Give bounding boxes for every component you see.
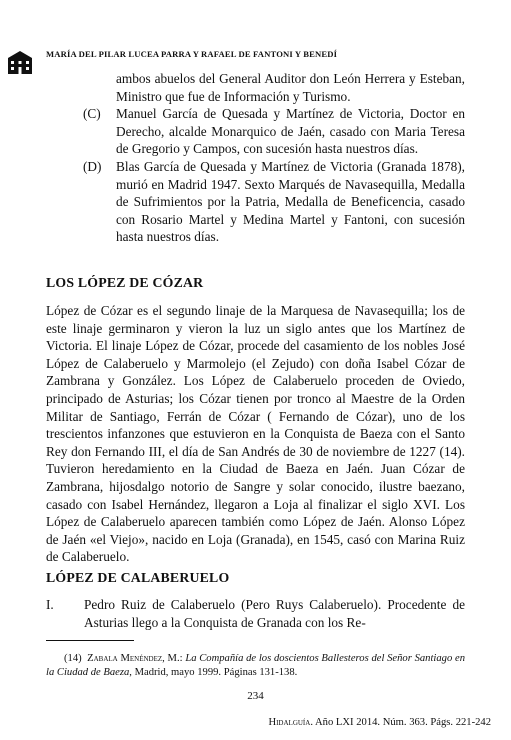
entry-text: Pedro Ruiz de Calaberuelo (Pero Ruys Calaberuelo). Procedente de Asturias llego a la Conquista de Granada con los Re- xyxy=(84,597,465,630)
footnote-author: Zabala Menéndez, M.: xyxy=(87,653,183,664)
list-marker: (C) xyxy=(83,106,101,122)
list-item-c xyxy=(46,105,465,158)
page-number: 234 xyxy=(247,690,264,702)
footnote-number: (14) xyxy=(64,653,82,664)
footnote-rest: , Madrid, mayo 1999. Páginas 131-138. xyxy=(129,667,298,679)
journal-citation xyxy=(268,717,491,728)
journal-details: Año LXI 2014. Núm. 363. Págs. 221-242 xyxy=(312,717,491,728)
building-icon xyxy=(7,49,33,75)
footnote-divider xyxy=(46,640,134,641)
section-heading-lopez-de-calaberuelo: LÓPEZ DE CALABERUELO xyxy=(46,570,230,585)
list-item-d xyxy=(46,158,465,246)
section-heading-lopez-de-cozar: LOS LÓPEZ DE CÓZAR xyxy=(46,275,204,290)
footnote xyxy=(46,652,465,681)
list-marker: (D) xyxy=(83,158,102,174)
footnote-title: La Compañía de los doscientos Ballesteros del Señor Santiago en la Ciudad de Baeza xyxy=(46,653,465,679)
genealogy-list xyxy=(46,70,465,246)
list-item-text: Blas García de Quesada y Martínez de Victoria (Granada 1878), murió en Madrid 1947. Sexto Marqués de Navasequilla, Medalla de Sufrimientos por la Patria, Medalla de Beneficencia, casado con Rosario Martel y Medina Martel y Fantoni, con sucesión hasta nuestros días. xyxy=(116,158,465,245)
genealogy-entry xyxy=(46,596,465,631)
list-item-text: Manuel García de Quesada y Martínez de Victoria, Doctor en Derecho, alcalde Monarquico de Jaén, casado con Maria Teresa de Gregorio y Campos, con sucesión hasta nuestros días. xyxy=(116,106,465,157)
body-paragraph: López de Cózar es el segundo linaje de la Marquesa de Navasequilla; los de este linaje germinaron y vieron la luz un siglo antes que los Martínez de Victoria. El linaje López de Cózar, procede del casamiento de los nobles José López de Calaberuelo y Marmolejo (el Zejudo) con doña Isabel Cózar de Zambrana y González. Los López de Calaberuelo proceden de Oviedo, principado de Asturias; los Cózar tienen por tronco al Maestre de la Orden Militar de Santiago, Ferrán de Cózar ( Fernando de Cózar), uno de los trescientos infanzones que estuvieron en la Conquista de Baeza con el Santo Rey don Fernando III, el día de San Andrés de 30 de noviembre de 1227 (14). Tuvieron heredamiento en la Ciudad de Baeza en Jaén. Juan Cózar de Zambrana, hijosdalgo notorio de Sangre y solar conocido, ilustre baezano, casado con Isabel Hernández, llegaron a Loja al finalizar el siglo XVI. Los López de Calaberuelo aparecen también como López de Jaén. Alonso López de Jaén «el Viejo», nacido en Loja (Granada), en 1545, casó con Marina Ruiz de Calaberuelo. xyxy=(46,303,465,565)
continuation-text: ambos abuelos del General Auditor don León Herrera y Esteban, Ministro que fue de Información y Turismo. xyxy=(116,71,465,104)
running-head: MARÍA DEL PILAR LUCEA PARRA Y RAFAEL DE FANTONI Y BENEDÍ xyxy=(46,49,338,59)
journal-name: Hidalguía. xyxy=(268,717,313,728)
entry-marker: I. xyxy=(46,597,54,612)
